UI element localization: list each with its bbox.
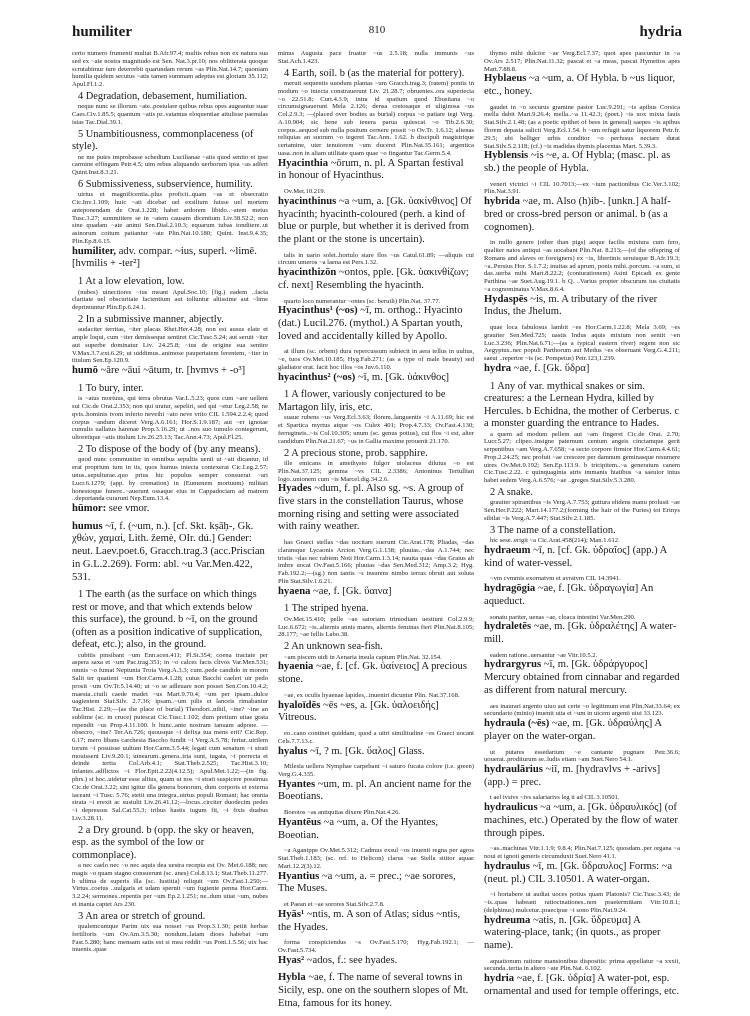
sense-definition: 4 Degradation, debasement, humiliation.	[78, 90, 248, 102]
dictionary-entry-headword	[484, 621, 680, 646]
headword: hyacinthinus	[278, 195, 337, 207]
headword-grammar: ~ae, f. [Gk. ὑδραγωγία] An aqueduct.	[484, 583, 654, 607]
citation-block: meruit sequentis uuodum plantas ~um Gracch.trag.3; (ratem) pontis in modum ~o iniecta constrauerunt Liv. 21.28.7; obruentes..ora superiecta ~o 22.51.8; Curt.4.3.9; intra id spatium quod Ebusitana ~o circumsignauerunt Mela 2.126; densa cretosaque et uliginosa ~us Col.2.9.3; —(placed over bodies as burial) corpus ~o patiare tegi Verg. A.10.904; sic bene sub tenera parua quiescat ~o Tib.2.6.30; corpus..aequod sub nulla positum cernere possit ~o Ov.Tr. 1.6.12; alienas reliquias an suorum ~o tegeret Tac.Ann. 1.62. b discipuli magistrique certamine, uter tenuiorem ~um duceret Plin.Nat.35.161; argentica uasa..non in aliam utilitate quam quae ~o fingantur Tac.Germ.5.4.	[278, 80, 474, 157]
headword-grammar: ~ae, f. The name of several towns in Sicily, esp. one on the southern slopes of Mt. Etna, famous for its honey.	[278, 972, 469, 1009]
citation-block: quod nunc communiter in omnibus sepultis uenit ut ~ati dicantur, id erat proprium tum in iis, quos humus iniecta contexerat Cic.Leg.2.57; unus..sepulturae..quo prius hic populus semper consuerat ~ari Lucr.6.1279; (app. by cremation) in (Eumenem mortuum) militari honestoque funere..~auerunt ossaque eius in Cappadociam ad matrem ..deportanda curarunt Nep.Eum.13.4.	[72, 456, 268, 503]
citation-block: ne me putes improbasse schedium Lucilianae ~atis quod sentio et ipse carmine effingam Petr.4.5; uim rebus aliquando uerborum ipsa ~as adfert Quint.Inst.8.3.21.	[72, 153, 268, 177]
citation-block: suaue rubens ~us Verg.Ecl.3.63; florem..languentis ~i A.11.69; hic est et Spartica myrtus atque ~os Culex 401; Prop.4.7.33; Ov.Fast.4.130; ferrugineis..~is Col.10.305; unum (sc. genus potius), cui flos ~i est, alter candidum Plin.Nat.21.67; ~us in Gallia maxime prouenit 21.170.	[278, 414, 474, 445]
sense-definition: 1 To bury, inter.	[78, 382, 144, 394]
dictionary-entry-headword	[484, 802, 680, 840]
citation-block: a quem ad modum pellem aut ~am fingeret Cic.de Orat. 2.70; Lucr.5.27; clipeo..insigne paternum centum angeis cinctamque gerit serpentibus ~am Verg.A.7.658; ~a secto corpore firmior Hor.Carm.4.4.61; Prop.2.24.25; nec profuit ~ae crescere per damnum geminasque resumere uires Ov.Met.9.192; Sen.Ep.113.9. b tricipitem..~a generatum canem Cic.Tusc.2.22. c quinquaginta atris immanis hiatibus ~a saeuior intus habet sedem Verg.A.6.576; ~ae ..greges Stat.Silv.5.3.280.	[484, 430, 680, 485]
sense-definition: 3 The name of a constellation.	[490, 524, 616, 536]
running-head-last-word: hydria	[639, 24, 682, 40]
dictionary-entry-headword	[278, 158, 474, 183]
headword: hydraeum	[484, 544, 531, 556]
sense-definition: 1 The striped hyena.	[284, 603, 369, 615]
headword: hydragōgia	[484, 583, 536, 595]
headword: hydraulicus	[484, 802, 538, 814]
citation-block: ~am piscem uidi in Aenaria insula captum Plin.Nat. 32.154.	[284, 653, 442, 661]
citation-block: Ov.Met.10.219.	[284, 188, 326, 196]
citation-block: minus Augusta pace fruatur ~us 2.5.18; nulla immunis ~us Stat.Ach.1.423.	[278, 50, 474, 65]
citation-block: thymo mihi dulcior ~ae Verg.Ecl.7.37; quot apes pascuntur in ~a Ov.Ars 2.517; Plin.Nat.11.32; pascat et ~a meas, pascat Hymettos apes Mart.7.88.8.	[484, 50, 680, 73]
dictionary-entry-headword	[484, 545, 680, 570]
sense-definition: 2 An unknown sea-fish.	[284, 641, 383, 653]
dictionary-entry-headword	[278, 972, 474, 1010]
headword: Hybla	[278, 972, 306, 984]
headword: hyacinthus² (~os)	[278, 371, 356, 383]
dictionary-entry-headword	[72, 365, 268, 378]
headword: Hyades	[278, 483, 312, 495]
headword: hyaenia	[278, 661, 314, 673]
dictionary-entry-headword	[278, 817, 474, 842]
dictionary-entry-headword	[484, 861, 680, 886]
headword: Hyacinthia	[278, 157, 329, 169]
headword-grammar: ~ntis, m. A son of Atlas; sidus ~ntis, the Hyades.	[278, 908, 461, 933]
citation-block: talis in uario solet..hortulo stare flos ~us Catul.61.89; —aliquis cui circum umeros ~a laena est Pers.1.32.	[278, 251, 474, 267]
headword: hydraula (~ēs)	[484, 718, 550, 730]
citation-block: sonatu pariter, uenas ~ae, cloaca intestini Var.Men.290.	[490, 613, 636, 621]
headword: hydrargyrus	[484, 659, 542, 671]
headword: Hyblensis	[484, 150, 529, 162]
headword-grammar: ~ae, m. [Gk. ὑδραλέτης] A water-mill.	[484, 621, 677, 646]
citation-block: gaudet in ~o securus gramine pastor Luc.9.291; ~is apibus Corsica mella dabit Mart.9.26.4; mella..~a 11.42.3; (poet.) ~is uox mixta fauis Stat.Silv.2.1.48; (as a poetic epithet of bees in general) saepes ~is apibus florem depasta salicti Verg.Ecl.1.54. b ~um refugit satur liquorem Petr.fr. 29.5; ubi belliger urbis conditor ~o perfusus nectare durat Stat.Silv.5.2.118; (cf.) ~is madidas thymis placentas Mart. 5.39.3.	[484, 103, 680, 150]
dictionary-entry-headword	[484, 973, 680, 998]
sense-definition: 2 A snake.	[490, 486, 534, 498]
headword-grammar: ~atis, n. [Gk. ὕδρευμα] A watering-place, tank; (in quots., as proper name).	[484, 914, 661, 951]
dictionary-entry-headword	[278, 779, 474, 804]
citation-block: cubitis pinsibant ~um Enn.scen.411; Pl.St.354; coena tractate per aspera saxa et ~um Pac.trag.351; in ~o calces facis clivos Var.Men.531; omnis ~o fumat Neptunia Troia Verg.A.3.3; cum..pede candido in morem Salii ter quatient ~um Hor.Carm.4.1.28; cuius Bacchi caeleri uir pedo prosit ~um Ov.Tr.5.14.40; ut ~o se adleuare non posset Sen.Con.10.4.2; maesta..ciuili caede madet ~us Mart.9.70.4; ~um per ipsam..dulce uagientem Stat.Silv. 2.7.36; ipsam..~um pilis et lanceis rimabantur Tac.Hist. 2.29;—(as the place of burial) Theodori..nihil, ~ine? ~ine an sublime (sc. in cruce) putescat Cic.Tusc.1.102; dum pretium uitae grata rependit ~us Prop.4.11.100. b hunc..ante nostram ianuam adpone. — obsecro, ~ine? Ter.An.726; quousque ~i defixa tua mens erit? Cic.Rep. 6.17; mero libans carchesia Baccho fundit ~i Verg.A.5.78; fertur..uirilem torum ~i posuisse uultum Hor.Carm.3.5.44; legati cum senatum ~i strati mouissent Liv.9.20.1; uinearum..genera..tria sunt, iugata, ~i porrecta et deinde tertia Col.Arb.4.1; Stat.Theb.2.525; Tac.Hist.3.10; infantes..adflictos ~i Flor.Epit.2.22(4.12.5); Apul.Met.1.22;—(in fig. phrs.) si hoc..uidetur esse altius, quam ut nos ~i strati suspicere possimus Cic.de Orat.3.22; sint igitur illa genera bonorum, dum corporis et externa iaceant ~i Tusc. 5.76; stetit una integra..uirtus populi Romani; hac omnia strata ~i erexit ac sustulit Liv.26.41.12;—locus..circiter duodecim pedes ~i depressus Sal.Cat.55.3; tribus hastis iugum fit, ~i fixis duabus Liv.3.28.11.	[72, 651, 268, 822]
headword-grammar: ~ae, f. [Gk. ὑδρία] A water-pot, esp. ornamental and used for temple offerings, etc.	[484, 973, 680, 997]
citation-block: ~as..machinas Vitr.1.1.9; 9.8.4; Plin.Nat.7.125; quosdam..per organa ~a noui et ignoti generis circumduxit Suet.Nero 41.1.	[484, 845, 680, 861]
citation-block: t ael ivstvs ~ivs salariarivs leg ii ad CIL 3.10501.	[490, 794, 620, 802]
sense-definition: 4 Earth, soil. b (as the material for pottery).	[284, 67, 465, 79]
citation-block: Boeotos ~as antiquitas dixere Plin.Nat.4.26.	[284, 809, 401, 817]
citation-block: qualemcumque Parim uix sua nosset ~us Prop.3.1.30; petiit herbae fertilioris ~um Ov.Am.3.5.30; nondum..latam dioes habebat ~um Fast.5.280; hanc mensam satis est si mea reddit ~us Pont.1.5.56; uix hac inuenis..quae	[72, 923, 268, 954]
headword-grammar: ~ōrum, n. pl. A Spartan festival in honour of Hyacinthus.	[278, 157, 464, 182]
headword-grammar: ~a ~um, a. [Gk. ὑακίνθινος] Of hyacinth; hyacinth-coloured (perh. a kind of blue or purple, but whether it is derived from the plant or the stone is uncertain).	[278, 195, 472, 245]
headword: hybrida	[484, 196, 520, 208]
citation-block: certo numero frumenti multat B.Afr.97.4; multis rebus non ex natura sua sed ex ~ate nostra magnitudo est Sen. Nat.3.pr.10; nos oblitterata quoque scrutabimur ture deterrebit quarundam rerum ~as Plin.Nat.14.7; quoniam humilia quidem secutus ~atis tamen summam adeptus est gloriam 35.112; Apul.Fl.1.2.	[72, 50, 268, 89]
dictionary-entry-headword	[484, 150, 680, 175]
citation-block: ~vm cvmmis exornatvm et avratvm CIL 14.3941.	[490, 575, 621, 583]
sense-definition: 1 A flower, variously conjectured to be Martagon lily, iris, etc.	[278, 389, 446, 413]
citation-block: in nullo genere (other than pigs) aeque facilis mixtura cum fero, qualiter natos antiqui ~as uocabant Plin.Nat. 8.213;—(of the offspring of Romans and slaves or foreigners) ex ~is, libertinis seruisque B.Afr.19.3; ~a..Persius Hor. S.1.7.2; inuitas ad aprum, ponis mihi..porcum. ~a sum, si das..uerba mihi Mart.8.22.2; (coniurationem) Asini Epicadi ex gente Parthina ~ae Suet.Aug.19.1. b Q. ..Varius propter obscurum ius ciuitatis ~a cognominatus V.Max.8.6.4.	[484, 239, 680, 293]
sense-definition: 2 a Dry ground. b (opp. the sky or heaven, esp. as the symbol of the low or commonplace).	[72, 824, 255, 861]
headword: Hyantes	[278, 778, 316, 790]
dictionary-page	[72, 24, 682, 1016]
headword: hyacinthizōn	[278, 267, 337, 279]
dictionary-entry-headword	[484, 73, 680, 98]
headword: hydra	[484, 362, 512, 374]
dictionary-entry-headword	[278, 746, 474, 759]
citation-block: aes inaurari argento uiuo aut certe ~o legitimum erat Plin.Nat.33.64; ex secundario (minio) inuenit uita et ~um in uicem argenti uiui 33.123.	[484, 702, 680, 718]
citation-block: at illum (sc. orbem) dura repercussum subiecit in aera tellus in uultus, ~e, tuos Ov.Met.10.185; Hyg.Fab.271; (as a type of male beauty) sed gladiator erat. facit hoc illos ~os Juv.6.110.	[278, 348, 474, 371]
sense-definition: 2 To dispose of the body of (by any means).	[78, 444, 261, 455]
headword-grammar: ~a ~um, a. Of Hybla. b ~us liquor, etc., honey.	[484, 73, 675, 97]
citation-block: eadem ratione..uersantur ~ae Vitr.10.5.2.	[490, 651, 598, 659]
headword: hyaena	[278, 585, 311, 597]
sense-definition: 5 Unambitiousness, commonplaceness (of style).	[72, 128, 254, 153]
dictionary-entry-headword	[484, 294, 680, 319]
headword: humiliter,	[72, 245, 117, 257]
dictionary-entry-headword	[278, 871, 474, 896]
sense-definition: 2 In a submissive manner, abjectly.	[78, 313, 224, 325]
headword: humus	[72, 520, 103, 532]
dictionary-entry-headword	[278, 955, 474, 968]
citation-block: quarto loco numerantur ~ontes (sc. beruili) Plin.Nat. 37.77.	[284, 297, 441, 305]
headword: Hyblaeus	[484, 73, 527, 85]
headword: Hydaspēs	[484, 293, 528, 305]
headword: hūmor:	[72, 503, 107, 515]
dictionary-entry-headword	[484, 915, 680, 953]
sense-definition: 1 Any of var. mythical snakes or sim. creatures: a the Lernean Hydra, killed by Hercules. b Echidna, the mother of Cerberus. c a monster guarding the entrance to Hades.	[484, 380, 680, 430]
headword-grammar: ~dum, f. pl. Also sg. ~s. A group of five stars in the constellation Taurus, whose morning rising and setting were associated with rainy weather.	[278, 483, 464, 533]
headword-grammar: ~ae, f. [cf. Gk. ὑαίνειος] A precious stone.	[278, 661, 467, 686]
column-middle	[278, 50, 474, 1016]
headword-grammar: ~ī, m. [Gk. ὑάκινθος]	[357, 371, 450, 383]
headword: hydraletēs	[484, 621, 532, 633]
citation-block: aquationum ratione mansionibus dispositis: prima appellatur ~a xxxii, secunda..tertia in altero ~ate Plin.Nat. 6.102.	[484, 957, 680, 973]
dictionary-entry-headword	[278, 196, 474, 247]
citation-block: uirtus et magnificentia..plus proficit..quam ~as et obsecratio Cic.Inv.1.109; huic ~ati dicebat uel exsilium fuisse uel mortem anteponendam de Orat.1.228; habet ardorem libido..~atem metus Tusc.3.27; summittere se in ~atem causam dicentium Liv.38.52.2; non sine quadam ~ate animi Sen.Dial.2.10.3; equarum tubas tonditere..ut asinorum coitum patiantur ~ate Plin.Nat.10.180; Quint. Inst.9.4.35; Plin.Ep.8.6.15.	[72, 191, 268, 245]
headword-grammar: ~iī, m. [hydravlvs + -arivs] (app.) = prec.	[484, 764, 661, 788]
dictionary-entry-headword	[278, 661, 474, 686]
headword-grammar: ~ontos, pple. [Gk. ὑακινθίζων; cf. next] Resembling the hyacinth.	[278, 267, 469, 291]
citation-block: neque nunc se illorum ~ate..postulare quibus rebus opes augeantur suae Caes.Civ.1.85.5; quantum ~atis pr..vatamus eloquentiae attulisse paenulas istas Tac.Dial.39.1.	[72, 103, 268, 126]
sense-definition: 1 The earth (as the surface on which things rest or move, and that which extends below this surface), the ground. b ~ī, on the ground (often as a position indicative of supplication, defeat, etc.); also, in the ground.	[72, 589, 263, 651]
headword: hyaloīdēs	[278, 699, 321, 711]
dictionary-entry-headword	[278, 586, 474, 599]
sense-definition: 6 Submissiveness, subservience, humility.	[78, 178, 253, 190]
headword-grammar: ~ī, ? m. [Gk. ὕαλος] Glass.	[310, 745, 425, 757]
headword-grammar: ~um, m. pl. An ancient name for the Boeotians.	[278, 778, 472, 803]
text-columns	[72, 50, 682, 1016]
headword-grammar: ~ae, f. [Gk. ὕαινα]	[313, 585, 392, 597]
headword-grammar: ~ī, m. orthog.: Hyacinto (dat.) Lucil.276. (mythol.) A Spartan youth, loved and accidentally killed by Apollo.	[278, 305, 463, 342]
dictionary-entry-headword	[278, 305, 474, 343]
sense-definition: 3 An area or stretch of ground.	[78, 910, 206, 922]
headword-grammar: ~ēs ~es, a. [Gk. ὑαλοειδής] Vitreous.	[278, 699, 439, 724]
citation-block: grauiter spirantibus ~is Verg.A.7.753; guttura elidens manu prolusit ~ae Sen.Her.F.222; Mart.14.177.2;(forming the hair of the Furies) tot Erinys sibilat ~is Verg.A.7.447; Stat.Silv.2.1.185.	[484, 499, 680, 522]
headword-grammar: see vmor.	[108, 503, 150, 515]
headword: hydraulārius	[484, 764, 543, 776]
headword-grammar: ~ae, m. Also (h)ib-. [unkn.] A half-bred or cross-bred person or animal. b (as a cognomen).	[484, 196, 671, 233]
page-number: 810	[368, 24, 386, 36]
headword: Hyas²	[278, 954, 305, 966]
headword: hydria	[484, 973, 515, 985]
dictionary-entry-headword	[72, 503, 268, 516]
headword-grammar: ~ī, n. [cf. Gk. ὑδραῖος] (app.) A kind of water-vessel.	[484, 544, 667, 569]
citation-block: quae loca fabulosus lambit ~es Hor.Carm.1.22.8; Mela 3.69; ~es grauiter Sen.Med.725; uastis Indus aquis mixtum non sentit ~en Luc.3.236; Plin.Nat.6.71;—(as a typical eastern river) regem non sic Aegyptus..nec populi Parthorum aut Medus ~es obseruant Verg.G.4.211; saeui ..repertor ~is (sc. Pompeius) Petr.123,1.239.	[484, 324, 680, 363]
running-head-first-word: humiliter	[72, 24, 132, 40]
citation-block: has Graeci stellas ~das uocitare suerunt Cic.Arat.178; Pliadas, ~das claramque Lycaonis Arcton Verg.G.1.138; pluuias..~das A.1.744; nec tristis ~das nec rabiem Noti Hor.Carm.1.3.14; nauita quas ~das Graius ab imbre uocat Ov.Fast.5.166; pluuias ~das Sen.Med.312; Amp.3.2; Hyg. Fab.192.2;—(sg.) non tantis ~s insurens nimbo terras obruit aut soluta Plin Stat.Silv.1.6.21.	[278, 539, 474, 585]
citation-block: audaciter territas, ~iter placas Rhet.Her.4.28; non est ausus elate et ample loqui, cum ~iter demisseque sentiret Cic.Tusc.5.24; aut seruit ~iter aut superbe dominatur Liv. 24.25.8; ~ius de origine sua sentire V.Max.3.7.ext.6.29; ut uiddimus..animose paupertatem ferentem, ~iter in titulum Sen.Ep.120.9.	[72, 326, 268, 365]
headword-grammar: ~is ~e, a. Of Hybla; (masc. pl. as sb.) the people of Hybla.	[484, 150, 671, 174]
headword: Hyantēus	[278, 816, 321, 828]
citation-block: forma conspiciendus ~s Ov.Fast.5.170; Hyg.Fab.192.1; —Ov.Fast.5.734.	[278, 939, 474, 954]
headword-grammar: ~ī, m. [Gk. ὕδραυλος] Forms: ~a (neut. pl.) CIL 3.10501. A water-organ.	[484, 860, 673, 885]
citation-block: ~ae, ex oculis hyaenae lapides,..inueniri dicuntur Plin. Nat.37.168.	[284, 691, 460, 699]
headword-grammar: ~ae, m. [Gk. ὑδραύλης] A player on the water-organ.	[484, 718, 662, 742]
dictionary-entry-headword	[484, 764, 680, 789]
citation-block: ille emicans in amethysto fulgor uiolaceus dilutus ~o est Plin.Nat.37.125; gemma ~vs CIL 2.3386; Antoninus Tertullian logo..unionem cum ~is Marcel.dig.34.2.6.	[278, 459, 474, 483]
dictionary-entry-headword	[484, 659, 680, 697]
dictionary-entry-headword	[278, 700, 474, 725]
headword: Hyantius	[278, 870, 320, 882]
dictionary-entry-headword	[278, 267, 474, 292]
citation-block: et Paean et ~ae sorores Stat.Silv.2.7.8.	[284, 901, 385, 909]
citation-block: a nec caelo nec ~o nec aquis dea uestra recepta est Ov. Met.6.188; nec magis ~o quam stagno consuerunt (sc. anes) Col.8.13.1; Stat.Theb.11.277. b ultima de superis illa (sc. Iustitia) reliquit ~um Ov.Fast.1.250;—Virtus..coetus ..uulgaris et udam spernit ~um fugiente penna Hor.Carm. 3.2.24; sermones..repentis per ~um Ep.2.1.251; ne..dum uitat ~um, nubes et inania captet Ars 230.	[72, 862, 268, 908]
dictionary-entry-headword	[484, 196, 680, 234]
citation-block: veneri victrici ~i CIL 10.7013;—ex ~ium pactionibus Cic.Ver.3.102; Plin.Nat.3.91.	[484, 180, 680, 196]
dictionary-entry-headword	[72, 246, 268, 271]
dictionary-entry-headword	[278, 372, 474, 385]
headword-grammar: ~ae, f. [Gk. ὕδρα]	[513, 362, 590, 374]
citation-block: hic sese..erigit ~a Cic.Arat.458(214); Man.1.612.	[490, 537, 620, 545]
citation-block: ~a Aganippe Ov.Met.5.312; Cadmus exsul ~os inuenit regna per agros Stat.Theb.1.183; (sc. ref. to Helicon) clarus ~ae Stella sititor aquae Mart.12.2(3).12.	[278, 847, 474, 870]
citation-block: Ov.Met.15.410; pelle ~ae satoriam trimodiam uestiunt Col.2.9.9; Luc.6.672; ~is..alternis annis mares, alternis feminas fieri Plin.Nat.8.105; 28.177; ~ae fellis Labo.38.	[278, 615, 474, 639]
column-left	[72, 50, 268, 1016]
sense-definition: 1 At a low elevation, low.	[78, 276, 185, 288]
headword-grammar: ~a ~um, a. Of the Hyantes, Boeotian.	[278, 816, 439, 841]
dictionary-entry-headword	[72, 521, 268, 585]
running-head	[72, 24, 682, 46]
headword-grammar: ~a ~um, a. [Gk. ὑδραυλικός] (of machines, etc.) Operated by the flow of water through pipes.	[484, 802, 678, 839]
headword: hydreuma	[484, 914, 531, 926]
headword-grammar: ~ī, m. [Gk. ὑδράργυρος] Mercury obtained from cinnabar and regarded as different from natural mercury.	[484, 659, 680, 696]
dictionary-entry-headword	[484, 363, 680, 376]
headword: Hyās¹	[278, 908, 305, 920]
headword-grammar: ~ados, f.: see hyades.	[306, 954, 398, 966]
dictionary-entry-headword	[278, 909, 474, 934]
citation-block: Milesia uellera Nymphae carpebant ~i saturo fucata colore (i.e. green) Verg.G.4.335.	[278, 763, 474, 778]
headword: Hyacinthus¹ (~os)	[278, 305, 358, 317]
headword-grammar: ~a ~um, a. = prec.; ~ae sorores, The Muses.	[278, 870, 456, 895]
sense-definition: 2 A precious stone, prob. sapphire.	[284, 447, 428, 459]
dictionary-entry-headword	[484, 718, 680, 743]
headword-grammar: ~ī, f. (~um, n.). [cf. Skt. kṣāḥ-, Gk. χθών, χαμαί, Lith. žemė, OIr. dú.] Gender: neut. Laev.poet.6, Gracch.trag.3 (acc.Priscian in G.L.2.269). Form: abl. ~u Var.Men.422, 531.	[72, 520, 265, 583]
headword: humō	[72, 365, 98, 377]
headword-grammar: ~āre ~āui ~ātum, tr. [hvmvs + -o³]	[100, 365, 246, 377]
citation-block: is ~atus mortuus, qui terra obrutus Var.L.5.23; quos cum ~are uellent sui Cic.de Orat.2.353; non qui uratur, sepeliri, sed qui ~etur Leg.2.58; ne qvis..hominis tvom inferto neveihi ~ato neve vrito CIL 1.594.2.2.4; quod corpus ~andum diceret Verg.A.6.161; Hor.S.1.9.187; aut ~er ignotae cumulis uallatus harenae Prop.3.16.29; ut ..nos suo tumulo contegerunt, ultoretique ~atis titulum Liv.26.25.13; Tac.Ann.4.73; Apul.Fl.25.	[72, 395, 268, 442]
headword: hydraulus	[484, 860, 530, 872]
dictionary-entry-headword	[484, 583, 680, 608]
dictionary-entry-headword	[278, 483, 474, 534]
citation-block: (nubes) uinectiores ~ius meant Apul.Soc.10; [fig.) eadem ..facta claritate uel obscuritate facientium aut tolluntur altissime aut ~lime deprimuntur Plin.Ep.6.24.1.	[72, 288, 268, 312]
citation-block: ~i hortabere ut audiat uoces potius quam Platonis? Cic.Tusc.3.43; de ~is..quas habeant ratiocinationes..non praetermittam Vitr.10.8.1; (delphinus) mulcetur..praecipue ~i sono Plin.Nat.9.24.	[484, 891, 680, 914]
citation-block: eo..cano continet quiddam, quod a uitri similitudine ~es Graeci uocant Cels.7.7.13.c.	[278, 730, 474, 745]
citation-block: ut putares essedarium ~e cantante pugnare Petr.36.6; uouerat..proditurum se..ludis etiam ~am Suet.Nero 54.1.	[484, 748, 680, 764]
headword-grammar: adv. compar. ~ius, superl. ~limē. [hvmilis + -ter²]	[72, 245, 257, 270]
headword: hyalus	[278, 745, 308, 757]
headword-grammar: ~is, m. A tributary of the river Indus, the Jhelum.	[484, 293, 658, 318]
column-right	[484, 50, 680, 1016]
